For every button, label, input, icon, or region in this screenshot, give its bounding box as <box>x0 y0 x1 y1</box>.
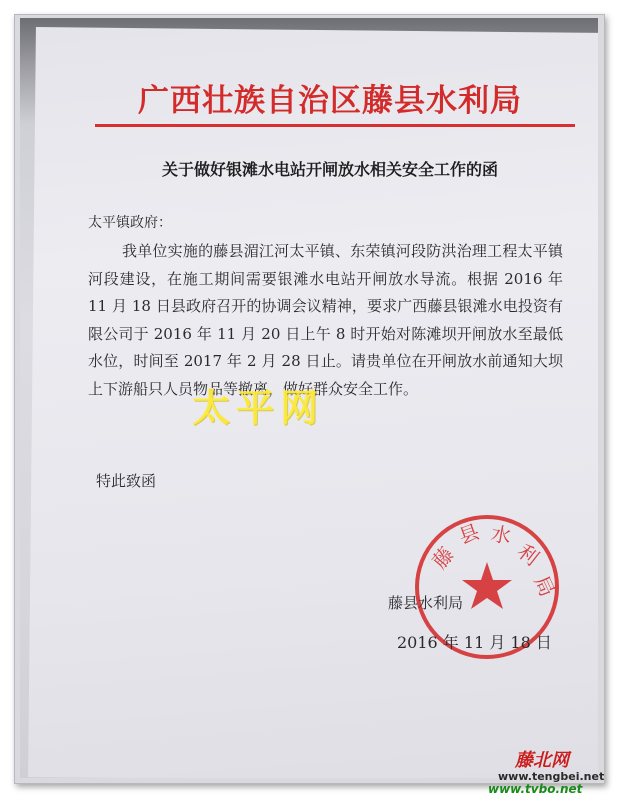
letter-closing: 特此致函 <box>96 472 157 490</box>
letter-body: 我单位实施的藤县湄江河太平镇、东荣镇河段防洪治理工程太平镇河段建设，在施工期间需要银滩水电站开闸放水导流。根据 2016 年 11 月 18 日县政府召开的协调会议精神，要求广西藤县银滩水电投资有限公司于 2016 年 11 月 20 日上午 8 时开始对陈滩坝开闸放水至最低水位，时间至 2017 年 2 月 28 日止。请贵单位在开闸放水前通知大坝上下游船只人员物品等撤离，做好群众安全工作。 <box>88 242 563 398</box>
red-divider-line <box>95 124 575 127</box>
seal-char: 县 <box>455 519 483 549</box>
signature-date: 2016 年 11 月 18 日 <box>397 633 552 652</box>
letter-salutation: 太平镇政府： <box>88 215 172 231</box>
seal-char: 利 <box>512 539 544 571</box>
seal-char: 水 <box>489 521 513 549</box>
letter-subject: 关于做好银滩水电站开闸放水相关安全工作的函 <box>161 160 498 179</box>
seal-char: 局 <box>529 571 560 601</box>
center-watermark: 太平网 <box>192 385 325 430</box>
watermark-url-primary: www.tengbei.net <box>498 770 605 783</box>
signature-organization: 藤县水利局 <box>388 594 464 612</box>
brand-watermark: 藤北网 <box>515 750 569 771</box>
watermark-url-secondary: www.tvbo.net <box>488 782 583 796</box>
seal-char: 藤 <box>427 542 459 574</box>
issuer-header: 广西壮族自治区藤县水利局 <box>138 83 522 119</box>
